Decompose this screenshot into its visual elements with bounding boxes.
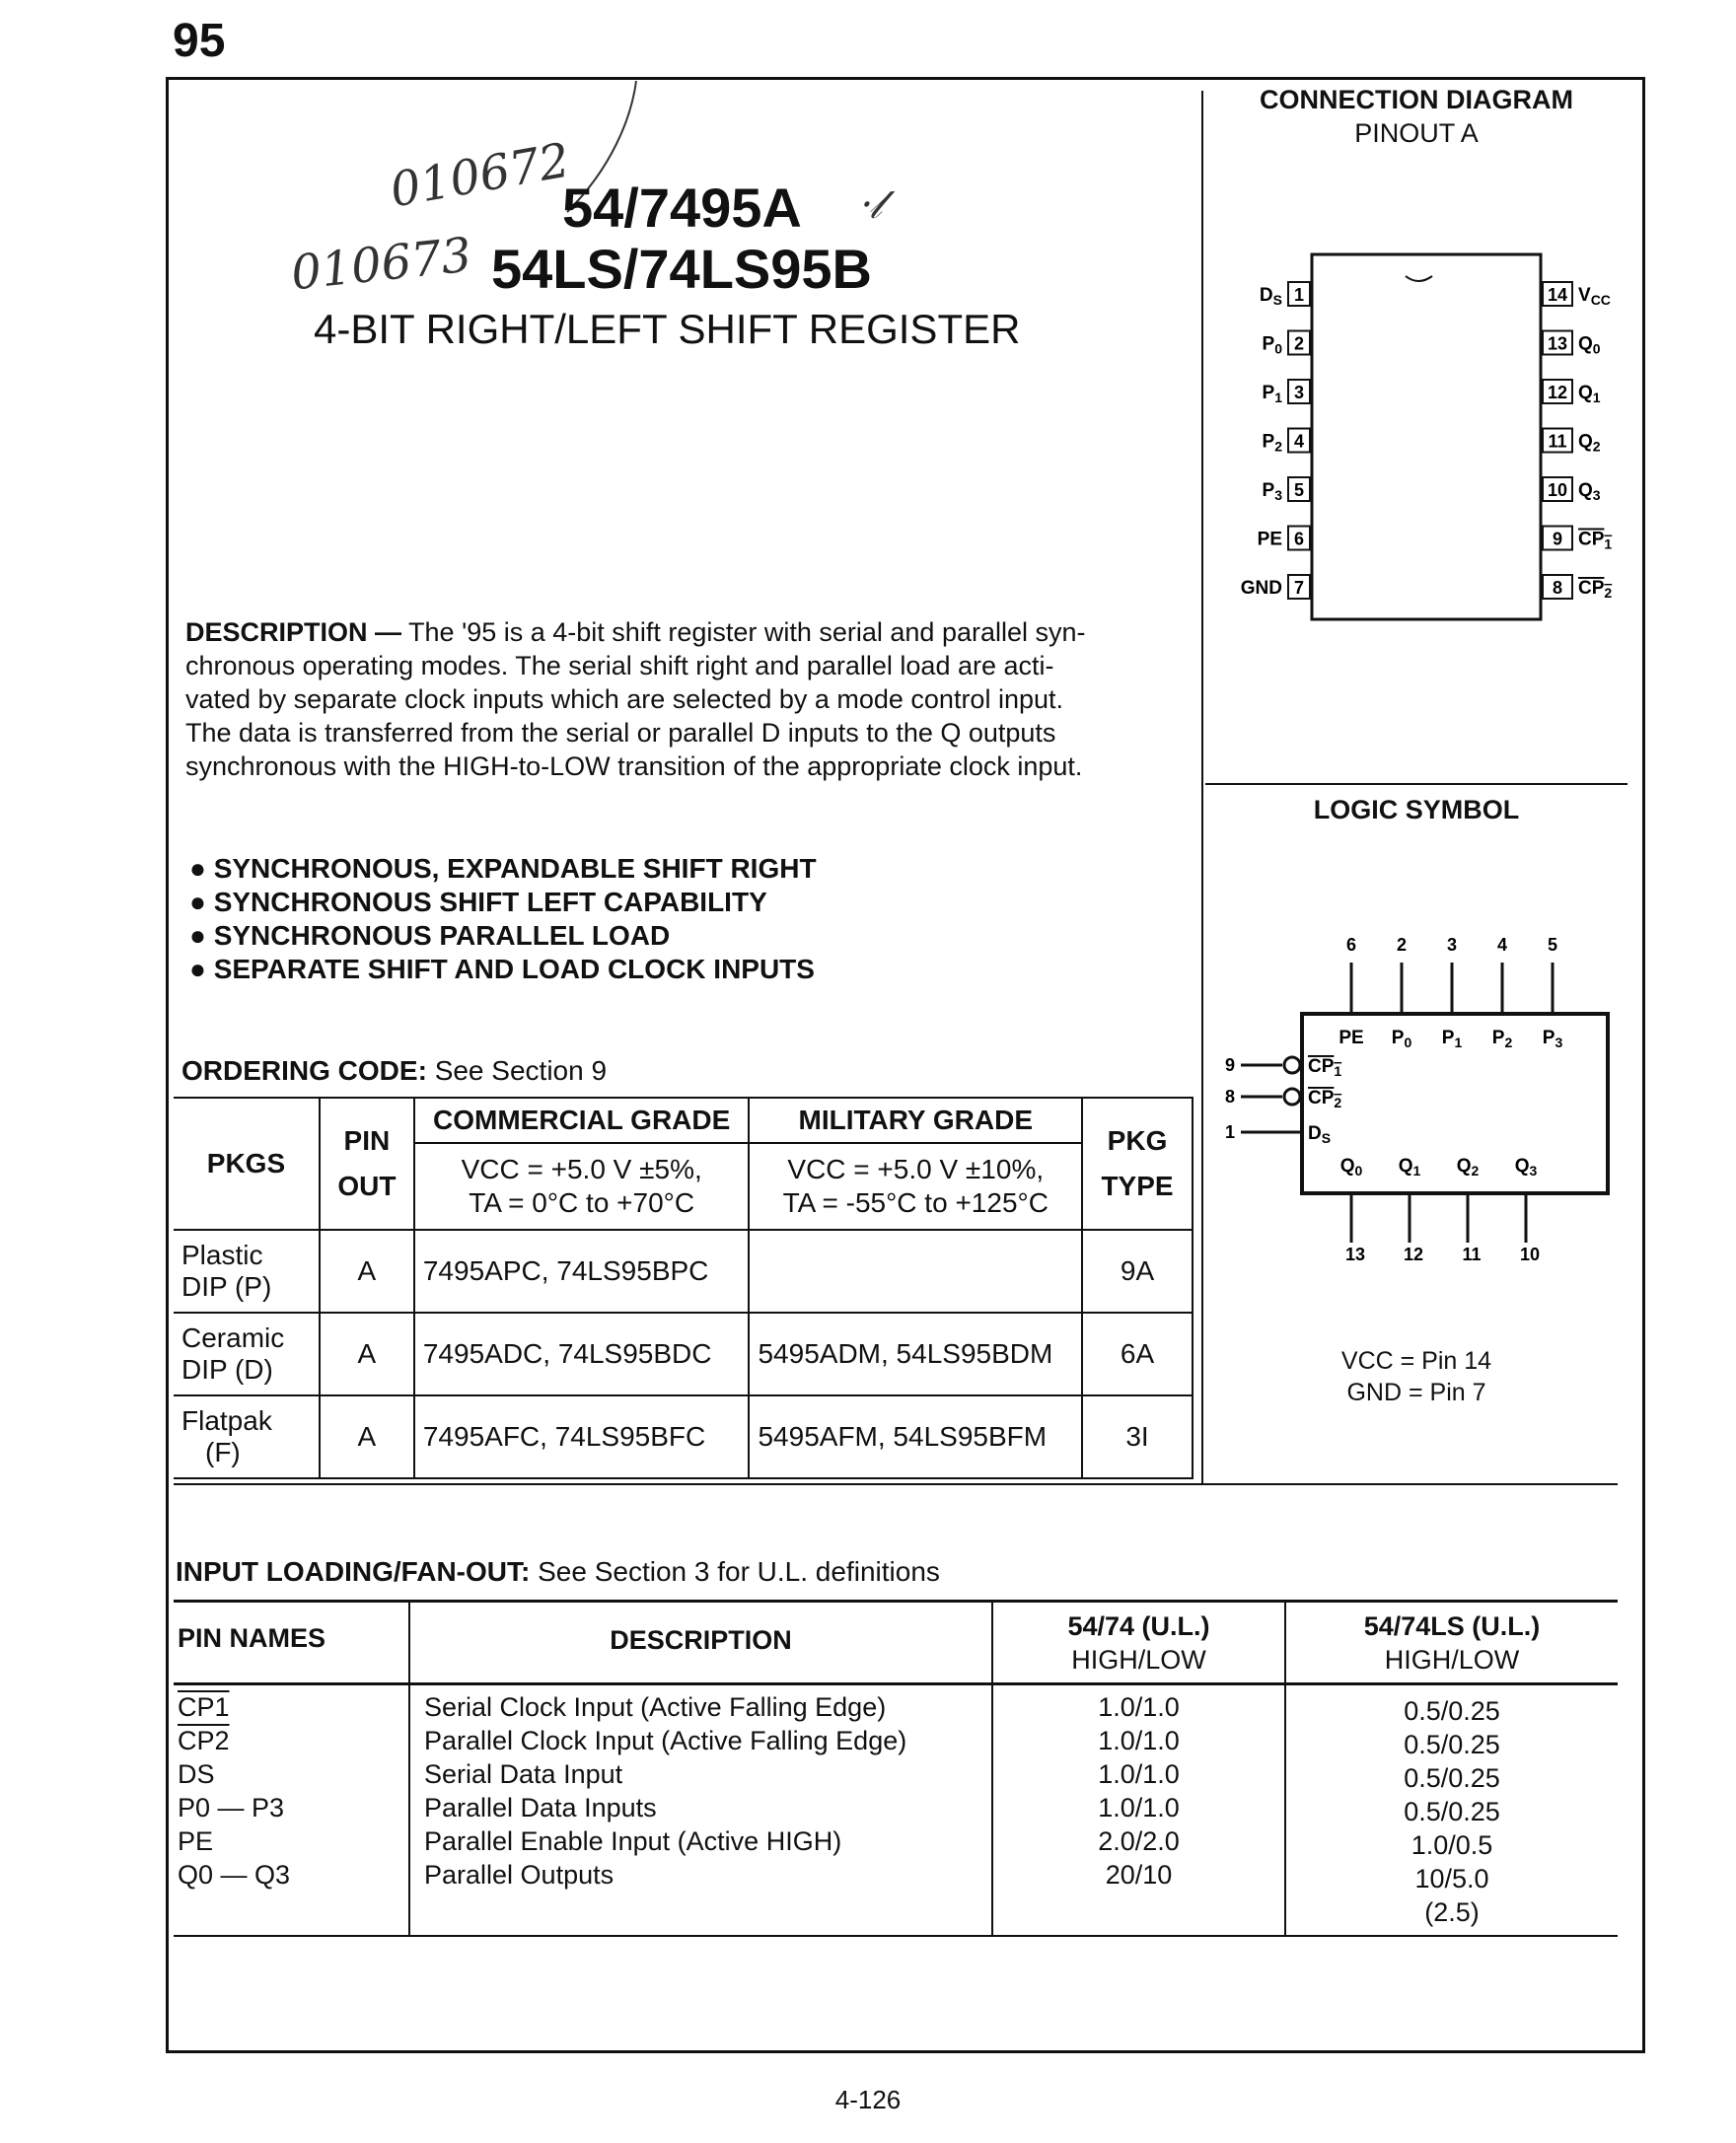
features-list	[189, 852, 817, 986]
feature-item: ● SEPARATE SHIFT AND LOAD CLOCK INPUTS	[189, 954, 815, 984]
logic-symbol	[1213, 927, 1628, 1262]
loading-top-rule	[174, 1600, 1618, 1603]
pin-name: P0 — P3	[178, 1793, 285, 1822]
connection-diagram-subtitle: PINOUT A	[1354, 118, 1479, 148]
pin-label: $Q_1$	[1578, 383, 1601, 405]
header-commercial: COMMERCIAL GRADE	[414, 1098, 750, 1143]
header-description: DESCRIPTION	[610, 1625, 792, 1655]
table-row: Plastic DIP (P) A 7495APC, 74LS95BPC 9A	[174, 1230, 1193, 1313]
pin-number: 12	[1403, 1245, 1424, 1262]
std-loading: 2.0/2.0	[1098, 1826, 1180, 1856]
description-line: The data is transferred from the serial or parallel D inputs to the Q outputs	[185, 718, 1056, 748]
pin-label: $P_0$	[1262, 333, 1282, 357]
loading-header-rule	[174, 1682, 1618, 1685]
inversion-bubble	[1284, 1089, 1300, 1105]
pin-label: $CP_2$	[1308, 1088, 1342, 1110]
description-line: chronous operating modes. The serial shift right and parallel load are acti-	[185, 651, 1054, 680]
pin-label: $P_3$	[1542, 1028, 1563, 1050]
pin-label: PE	[1257, 529, 1282, 550]
description-line: synchronous with the HIGH-to-LOW transition of the appropriate clock input.	[185, 751, 1083, 781]
header-pin-out: PIN OUT	[320, 1098, 414, 1230]
pin-number: 1	[1293, 285, 1305, 305]
handwritten-note-2: 010673	[288, 227, 474, 302]
ls-loading: 0.5/0.25	[1404, 1797, 1500, 1826]
pin-description: Parallel Outputs	[424, 1860, 615, 1890]
header-pkg-type: PKG TYPE	[1082, 1098, 1193, 1230]
loading-bottom-rule	[174, 1935, 1618, 1937]
pin-number: 6	[1345, 935, 1357, 955]
vcc-note: VCC = Pin 14	[1340, 1347, 1492, 1375]
pin-label: $Q_1$	[1398, 1156, 1421, 1179]
header-5474: 54/74 (U.L.) HIGH/LOW	[1067, 1611, 1210, 1675]
pin-number: 2	[1293, 333, 1305, 354]
pin-number: 8	[1552, 578, 1563, 598]
logic-symbol-title: LOGIC SYMBOL	[1313, 795, 1520, 824]
pin-name: DS	[178, 1759, 215, 1789]
std-loading: 1.0/1.0	[1098, 1692, 1180, 1722]
connection-diagram	[1213, 247, 1628, 631]
std-loading: 1.0/1.0	[1098, 1793, 1180, 1822]
pin-name: PE	[178, 1826, 214, 1856]
loading-label: INPUT LOADING/FAN-OUT:	[176, 1556, 531, 1587]
description-label: DESCRIPTION —	[185, 617, 402, 647]
ordering-ref: See Section 9	[434, 1055, 608, 1086]
feature-item: ● SYNCHRONOUS PARALLEL LOAD	[189, 920, 671, 951]
pin-number: 4	[1293, 431, 1305, 452]
feature-item: ● SYNCHRONOUS SHIFT LEFT CAPABILITY	[189, 887, 767, 917]
pin-label: $Q_3$	[1514, 1156, 1538, 1179]
inversion-bubble	[1284, 1057, 1300, 1073]
pin-number: 12	[1547, 383, 1568, 402]
dip-notch	[1406, 276, 1432, 281]
pin-label: $P_1$	[1262, 383, 1282, 405]
std-loading: 1.0/1.0	[1098, 1726, 1180, 1755]
pin-label: $D_S$	[1259, 285, 1282, 308]
pin-description: Serial Clock Input (Active Falling Edge)	[424, 1692, 887, 1722]
pin-label: PE	[1338, 1028, 1364, 1048]
section-number: 95	[173, 15, 226, 67]
pin-label: $Q_0$	[1578, 333, 1601, 357]
pin-description: Parallel Data Inputs	[424, 1793, 657, 1822]
pin-number: 4	[1496, 935, 1508, 955]
table-row: Ceramic DIP (D) A 7495ADC, 74LS95BDC 5495ADM, 54LS95BDM 6A	[174, 1313, 1193, 1395]
header-pin-names: PIN NAMES	[178, 1623, 326, 1653]
pin-number: 1	[1224, 1122, 1235, 1142]
pin-label: $P_2$	[1491, 1028, 1513, 1050]
pin-number: 13	[1547, 333, 1568, 354]
ls-loading-extra: (2.5)	[1424, 1897, 1480, 1927]
pin-label: $P_2$	[1262, 431, 1282, 455]
right-section-divider	[1205, 783, 1628, 785]
commercial-conditions: VCC = +5.0 V ±5%, TA = 0°C to +70°C	[414, 1143, 750, 1230]
pin-number: 13	[1344, 1245, 1366, 1262]
pin-name: CP1	[178, 1692, 230, 1722]
handwritten-check: ⸱𝓁	[858, 182, 882, 228]
pin-number: 10	[1519, 1245, 1541, 1262]
pin-label: $V_{CC}$	[1578, 285, 1611, 308]
dip-package-body	[1312, 254, 1541, 619]
page-number: 4-126	[834, 2085, 902, 2114]
pin-number: 5	[1293, 480, 1305, 500]
pin-number: 14	[1547, 285, 1568, 305]
handwritten-note-1: 010672	[386, 132, 574, 219]
pin-number: 5	[1547, 935, 1558, 955]
pin-number: 11	[1462, 1245, 1482, 1262]
table-row: Flatpak (F) A 7495AFC, 74LS95BFC 5495AFM, 54LS95BFM 3I	[174, 1395, 1193, 1478]
std-loading: 1.0/1.0	[1098, 1759, 1180, 1789]
title-part-2: 54LS/74LS95B	[491, 238, 872, 300]
pin-label: $Q_2$	[1456, 1156, 1480, 1179]
section-divider	[174, 1483, 1618, 1485]
pin-label: $CP_1$	[1308, 1056, 1342, 1079]
ordering-code-heading	[181, 1055, 607, 1087]
subtitle: 4-BIT RIGHT/LEFT SHIFT REGISTER	[314, 306, 1021, 352]
pin-label: $CP_1$	[1578, 529, 1613, 552]
pin-number: 3	[1293, 383, 1305, 402]
pin-label: $CP_2$	[1578, 578, 1613, 601]
header-5474ls: 54/74LS (U.L.) HIGH/LOW	[1363, 1611, 1541, 1675]
pin-label: $Q_3$	[1578, 480, 1601, 503]
pin-label: GND	[1240, 578, 1282, 599]
pin-name: CP2	[178, 1726, 230, 1755]
description-block	[185, 615, 1172, 783]
pin-label: $Q_0$	[1339, 1156, 1363, 1179]
pin-number: 11	[1548, 431, 1567, 452]
ls-loading: 0.5/0.25	[1404, 1763, 1500, 1793]
ls-loading: 0.5/0.25	[1404, 1730, 1500, 1759]
pin-number: 9	[1224, 1055, 1235, 1075]
loading-ref: See Section 3 for U.L. definitions	[538, 1556, 940, 1587]
pin-number: 9	[1552, 529, 1563, 549]
ls-loading: 1.0/0.5	[1410, 1830, 1493, 1860]
pin-number: 8	[1224, 1087, 1235, 1107]
column-divider	[1201, 91, 1203, 1483]
ordering-table	[174, 1097, 1194, 1479]
logic-notes	[1205, 1345, 1628, 1408]
pin-description: Parallel Enable Input (Active HIGH)	[424, 1826, 842, 1856]
ls-loading: 10/5.0	[1414, 1864, 1489, 1893]
ls-loading: 0.5/0.25	[1404, 1696, 1500, 1726]
pin-description: Parallel Clock Input (Active Falling Edge)	[424, 1726, 907, 1755]
pin-number: 2	[1396, 935, 1408, 955]
pin-number: 10	[1547, 480, 1568, 500]
feature-item: ● SYNCHRONOUS, EXPANDABLE SHIFT RIGHT	[189, 853, 817, 884]
pin-name: Q0 — Q3	[178, 1860, 291, 1890]
pin-label: $Q_2$	[1578, 431, 1601, 455]
pin-label: $P_3$	[1262, 480, 1282, 503]
pin-number: 3	[1446, 935, 1458, 955]
pin-label: $P_1$	[1441, 1028, 1463, 1050]
std-loading: 20/10	[1105, 1860, 1173, 1890]
header-military: MILITARY GRADE	[749, 1098, 1082, 1143]
description-line: The '95 is a 4-bit shift register with serial and parallel syn-	[408, 617, 1086, 647]
pin-label: $D_S$	[1308, 1123, 1332, 1146]
ordering-label: ORDERING CODE:	[181, 1055, 427, 1086]
gnd-note: GND = Pin 7	[1346, 1379, 1486, 1406]
connection-diagram-title: CONNECTION DIAGRAM	[1260, 85, 1573, 114]
header-pkgs: PKGS	[174, 1098, 320, 1230]
military-conditions: VCC = +5.0 V ±10%, TA = -55°C to +125°C	[749, 1143, 1082, 1230]
loading-heading	[176, 1556, 940, 1588]
description-line: vated by separate clock inputs which are selected by a mode control input.	[185, 684, 1063, 714]
pin-description: Serial Data Input	[424, 1759, 623, 1789]
pin-label: $P_0$	[1391, 1028, 1412, 1050]
pin-number: 7	[1293, 578, 1305, 598]
pin-number: 6	[1293, 529, 1305, 549]
title-part-1: 54/7495A	[562, 177, 802, 239]
